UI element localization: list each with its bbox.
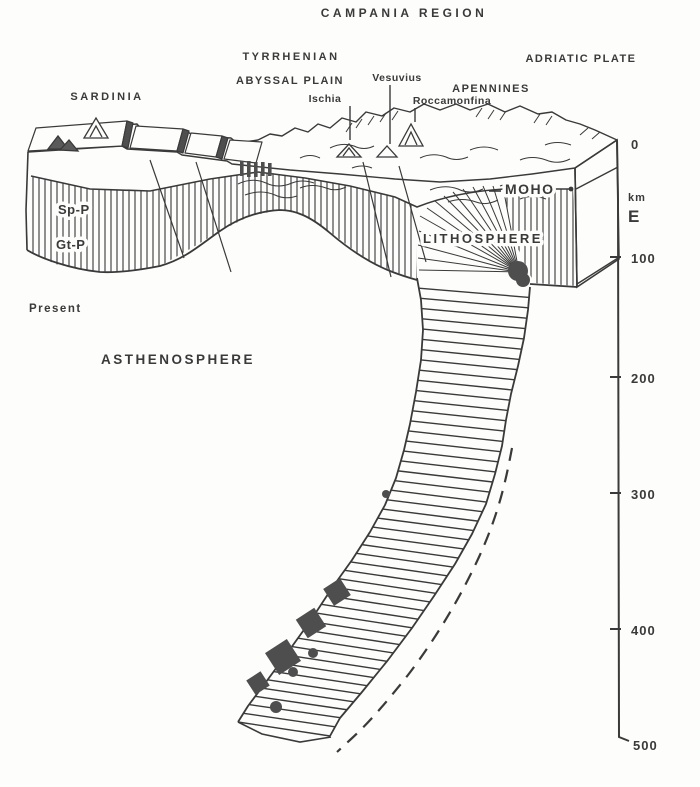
label-sardinia: SARDINIA (70, 91, 144, 103)
label-ischia: Ischia (308, 93, 342, 105)
tick-300: 300 (631, 487, 656, 502)
slab-tip-edge (238, 722, 331, 742)
apennines-hachures (346, 108, 600, 139)
label-garnet-peridotite: Gt-P (56, 237, 86, 252)
label-apennines: APENNINES (452, 83, 530, 95)
depth-scale (610, 137, 658, 753)
slab-outer-dashed-boundary (337, 448, 512, 752)
tick-400: 400 (631, 623, 656, 638)
slab-hinge-ray-fan (418, 186, 519, 272)
label-tyrrhenian: TYRRHENIAN (242, 51, 340, 63)
tick-100: 100 (631, 251, 656, 266)
ischia-volcano-icon (337, 144, 361, 157)
label-abyssal-plain: ABYSSAL PLAIN (236, 75, 344, 87)
tick-0: 0 (631, 137, 640, 152)
block-left-edge (26, 152, 28, 250)
label-asthenosphere: ASTHENOSPHERE (101, 352, 256, 367)
vesuvius-volcano-icon (377, 146, 397, 157)
depth-scale-axis (617, 140, 629, 741)
label-present: Present (29, 303, 82, 315)
moho-leader-dot (569, 187, 574, 192)
label-roccamonfina: Roccamonfina (412, 95, 492, 107)
tick-200: 200 (631, 371, 656, 386)
unit-km: km (628, 192, 646, 204)
label-lithosphere: LITHOSPHERE (423, 231, 543, 246)
roccamonfina-volcano-icon (399, 124, 423, 146)
label-vesuvius: Vesuvius (372, 72, 422, 84)
east-direction-label: E (628, 207, 640, 226)
lithosphere-front-face (26, 152, 577, 287)
label-spinel-peridotite: Sp-P (58, 202, 90, 217)
figure-title: CAMPANIA REGION (320, 6, 488, 20)
block-side-face (575, 140, 619, 287)
label-adriatic-plate: ADRIATIC PLATE (525, 53, 637, 65)
label-moho: MOHO (505, 181, 555, 197)
tick-500: 500 (633, 738, 658, 753)
